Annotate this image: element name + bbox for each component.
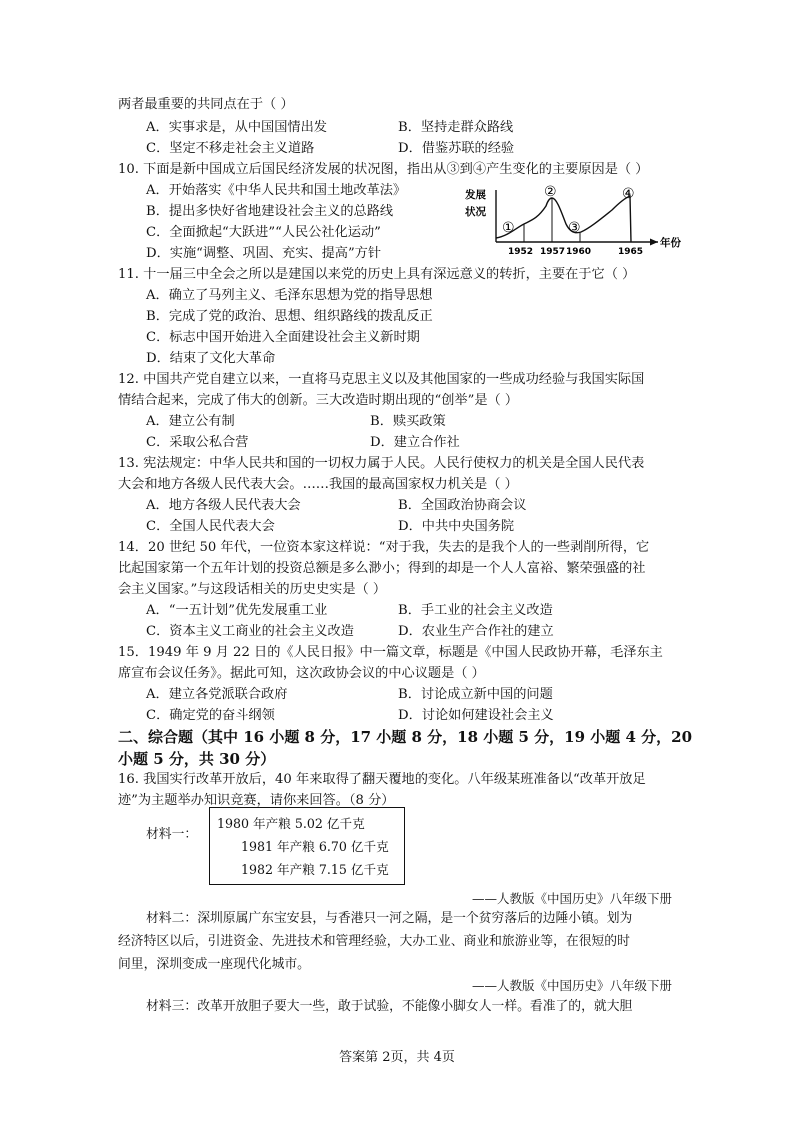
material1-line-1980: 1980 年产粮 5.02 亿千克 xyxy=(217,816,365,831)
material3-line1: 材料三：改革开放胆子要大一些，敢于试验，不能像小脚女人一样。看准了的，就大胆 xyxy=(146,999,633,1014)
q9-option-d: D．借鉴苏联的经验 xyxy=(398,141,515,156)
q9-option-c: C．坚定不移走社会主义道路 xyxy=(146,141,315,156)
graph-ylabel-2: 状况 xyxy=(465,206,486,218)
graph-year-1957: 1957 xyxy=(540,247,566,257)
graph-marker-4: ④ xyxy=(622,186,635,202)
graph-x-arrow xyxy=(650,239,658,246)
material2-line2: 经济特区以后，引进资金、先进技术和管理经验，大办工业、商业和旅游业等，在很短的时 xyxy=(118,934,630,949)
q14-option-a: A．“一五计划”优先发展重工业 xyxy=(146,603,328,618)
q14-stem-line2: 比起国家第一个五年计划的投资总额是多么渺小；得到的却是一个人人富裕、繁荣强盛的社 xyxy=(118,561,646,576)
material2-source: ——人教版《中国历史》八年级下册 xyxy=(471,978,672,993)
material1-line-1982: 1982 年产粮 7.15 亿千克 xyxy=(241,862,389,877)
q14-stem-line1: 14．20 世纪 50 年代，一位资本家这样说：“对于我，失去的是我个人的一些剥削所得，它 xyxy=(118,540,650,555)
q14-option-d: D．农业生产合作社的建立 xyxy=(398,624,554,639)
q13-option-d: D．中共中央国务院 xyxy=(398,519,515,534)
q15-stem-line2: 席宣布会议任务》。据此可知，这次政协会议的中心议题是（ ） xyxy=(118,666,485,681)
graph-marker-2: ② xyxy=(544,184,557,200)
q11-option-c: C．标志中国开始进入全面建设社会主义新时期 xyxy=(146,330,420,345)
q12-option-d: D．建立合作社 xyxy=(370,435,460,450)
material2-line3: 间里，深圳变成一座现代化城市。 xyxy=(118,957,310,972)
graph-year-1960: 1960 xyxy=(566,247,592,257)
graph-year-1965: 1965 xyxy=(618,247,644,257)
q11-stem: 11. 十一届三中全会之所以是建国以来党的历史上具有深远意义的转折，主要在于它（ ） xyxy=(118,267,636,282)
section2-heading-line2: 小题 5 分，共 30 分） xyxy=(118,750,276,768)
q12-option-c: C．采取公私合营 xyxy=(146,435,249,450)
q15-option-b: B．讨论成立新中国的问题 xyxy=(398,687,553,702)
q12-stem-line1: 12. 中国共产党自建立以来，一直将马克思主义以及其他国家的一些成功经验与我国实际国 xyxy=(118,372,645,387)
q9-option-b: B．坚持走群众路线 xyxy=(398,120,514,135)
graph-marker-1: ① xyxy=(502,220,515,236)
material2-line1: 材料二：深圳原属广东宝安县，与香港只一河之隔，是一个贫穷落后的边陲小镇。划为 xyxy=(146,911,633,926)
q16-stem-line1: 16. 我国实行改革开放后，40 年来取得了翻天覆地的变化。八年级某班准备以“改革开放足 xyxy=(118,772,646,787)
q15-option-c: C．确定党的奋斗纲领 xyxy=(146,708,275,723)
graph-curve xyxy=(496,196,631,242)
q11-option-a: A．确立了马列主义、毛泽东思想为党的指导思想 xyxy=(146,288,433,303)
q12-stem-line2: 情结合起来，完成了伟大的创新。三大改造时期出现的“创举”是（ ） xyxy=(118,393,519,408)
q15-option-a: A．建立各党派联合政府 xyxy=(146,687,288,702)
q16-stem-line2: 迹”为主题举办知识竞赛，请你来回答。（8 分） xyxy=(118,793,395,808)
q10-stem: 10. 下面是新中国成立后国民经济发展的状况图，指出从③到④产生变化的主要原因是（ ） xyxy=(118,162,649,177)
material1-source: ——人教版《中国历史》八年级下册 xyxy=(471,891,672,906)
q13-stem-line1: 13. 宪法规定：中华人民共和国的一切权力属于人民。人民行使权力的机关是全国人民代表 xyxy=(118,456,645,471)
q14-option-b: B．手工业的社会主义改造 xyxy=(398,603,553,618)
economic-development-graph xyxy=(462,184,692,258)
q10-option-d: D．实施“调整、巩固、充实、提高”方针 xyxy=(146,246,382,261)
q9-stem: 两者最重要的共同点在于（ ） xyxy=(118,97,294,112)
material1-label: 材料一： xyxy=(146,827,198,842)
graph-ylabel-1: 发展 xyxy=(465,189,486,201)
graph-marker-3: ③ xyxy=(568,220,581,236)
q9-option-a: A．实事求是，从中国国情出发 xyxy=(146,120,327,135)
material1-line-1981: 1981 年产粮 6.70 亿千克 xyxy=(241,839,389,854)
graph-xlabel: 年份 xyxy=(660,237,681,249)
q13-stem-line2: 大会和地方各级人民代表大会。……我国的最高国家权力机关是（ ） xyxy=(118,477,518,492)
q15-stem-line1: 15．1949 年 9 月 22 日的《人民日报》中一篇文章，标题是《中国人民政协开幕，毛泽东主 xyxy=(118,645,663,660)
page-footer: 答案第 2页，共 4页 xyxy=(339,1050,455,1065)
q14-stem-line3: 会主义国家。”与这段话相关的历史史实是（ ） xyxy=(118,582,387,597)
q14-option-c: C．资本主义工商业的社会主义改造 xyxy=(146,624,354,639)
q10-option-c: C．全面掀起“大跃进”“人民公社化运动” xyxy=(146,225,381,240)
section2-heading-line1: 二、综合题（其中 16 小题 8 分，17 小题 8 分，18 小题 5 分，19 小题 4 分，20 xyxy=(118,728,693,746)
graph-year-1952: 1952 xyxy=(508,247,534,257)
q13-option-b: B．全国政治协商会议 xyxy=(398,498,527,513)
q12-option-a: A．建立公有制 xyxy=(146,414,235,429)
q11-option-b: B．完成了党的政治、思想、组织路线的拨乱反正 xyxy=(146,309,433,324)
q11-option-d: D．结束了文化大革命 xyxy=(146,351,276,366)
q10-option-b: B．提出多快好省地建设社会主义的总路线 xyxy=(146,204,394,219)
material1-box xyxy=(209,807,405,885)
q13-option-c: C．全国人民代表大会 xyxy=(146,519,275,534)
q12-option-b: B．赎买政策 xyxy=(370,414,446,429)
q10-option-a: A．开始落实《中华人民共和国土地改革法》 xyxy=(146,183,407,198)
q15-option-d: D．讨论如何建设社会主义 xyxy=(398,708,554,723)
q13-option-a: A．地方各级人民代表大会 xyxy=(146,498,301,513)
